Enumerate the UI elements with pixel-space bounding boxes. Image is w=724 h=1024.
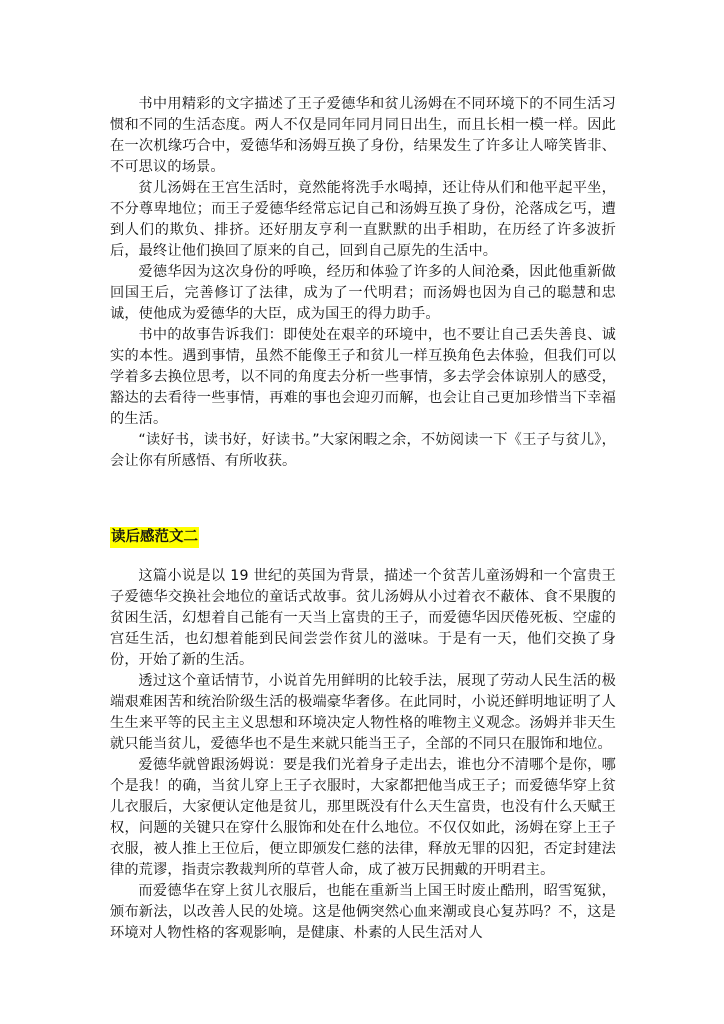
essay-two-paragraph-2: 透过这个童话情节，小说首先用鲜明的比较手法，展现了劳动人民生活的极端艰难困苦和统治阶级生活的极端豪华奢侈。在此同时，小说还鲜明地证明了人生生来平等的民主主义思想和环境决定人物性格的唯物主义观念。汤姆并非天生就只能当贫儿，爱德华也不是生来就只能当王子，全部的不同只在服饰和地位。	[110, 673, 616, 752]
essay-one-paragraph-3: 爱德华因为这次身份的呼唤，经历和体验了许多的人间沧桑，因此他重新做回国王后，完善修订了法律，成为了一代明君；而汤姆也因为自己的聪慧和忠诚，使他成为爱德华的大臣，成为国王的得力助手。	[110, 264, 616, 322]
essay-two	[110, 472, 616, 944]
document-page	[110, 94, 616, 944]
essay-one-paragraph-1: 书中用精彩的文字描述了王子爱德华和贫儿汤姆在不同环境下的不同生活习惯和不同的生活态度。两人不仅是同年同月同日出生，而且长相一模一样。因此在一次机缘巧合中，爱德华和汤姆互换了身份，结果发生了许多让人啼笑皆非、不可思议的场景。	[110, 96, 616, 175]
essay-two-paragraph-4: 而爱德华在穿上贫儿衣服后，也能在重新当上国王时废止酷刑，昭雪冤狱，颁布新法，以改善人民的处境。这是他俩突然心血来潮或良心复苏吗？不，这是环境对人物性格的客观影响，是健康、朴素的人民生活对人	[110, 883, 616, 941]
essay-one-paragraph-5: “读好书，读书好，好读书。”大家闲暇之余，不妨阅读一下《王子与贫儿》，会让你有所感悟、有所收获。	[110, 432, 616, 469]
essay-one-paragraph-4: 书中的故事告诉我们：即使处在艰辛的环境中，也不要让自己丢失善良、诚实的本性。遇到事情，虽然不能像王子和贫儿一样互换角色去体验，但我们可以学着多去换位思考，以不同的角度去分析一些事情，多去学会体谅别人的感受，豁达的去看待一些事情，再难的事也会迎刃而解，也会让自己更加珍惜当下幸福的生活。	[110, 327, 616, 427]
essay-one	[110, 94, 616, 472]
essay-two-paragraph-3: 爱德华就曾跟汤姆说：要是我们光着身子走出去，谁也分不清哪个是你，哪个是我！的确，当贫儿穿上王子衣服时，大家都把他当成王子；而爱德华穿上贫儿衣服后，大家便认定他是贫儿，那里既没有什么天生富贵，也没有什么天赋王权，问题的关键只在穿什么服饰和处在什么地位。不仅仅如此，汤姆在穿上王子衣服，被人推上王位后，便立即颁发仁慈的法律，释放无罪的囚犯，否定封建法律的荒谬，指责宗教裁判所的草菅人命，成了被万民拥戴的开明君主。	[110, 757, 616, 878]
section-heading-highlighted: 读后感范文二	[110, 527, 199, 548]
essay-one-paragraph-2: 贫儿汤姆在王宫生活时，竟然能将洗手水喝掉，还让侍从们和他平起平坐，不分尊卑地位；而王子爱德华经常忘记自己和汤姆互换了身份，沦落成乞丐，遭到人们的欺负、排挤。还好朋友亨利一直默默的出手相助，在历经了许多波折后，最终让他们换回了原来的自己，回到自己原先的生活中。	[110, 180, 616, 259]
essay-two-paragraph-1: 这篇小说是以 19 世纪的英国为背景，描述一个贫苦儿童汤姆和一个富贵王子爱德华交换社会地位的童话式故事。贫儿汤姆从小过着衣不蔽体、食不果腹的贫困生活，幻想着自己能有一天当上富贵的王子，而爱德华因厌倦死板、空虚的宫廷生活，也幻想着能到民间尝尝作贫儿的滋味。于是有一天，他们交换了身份，开始了新的生活。	[110, 568, 616, 668]
